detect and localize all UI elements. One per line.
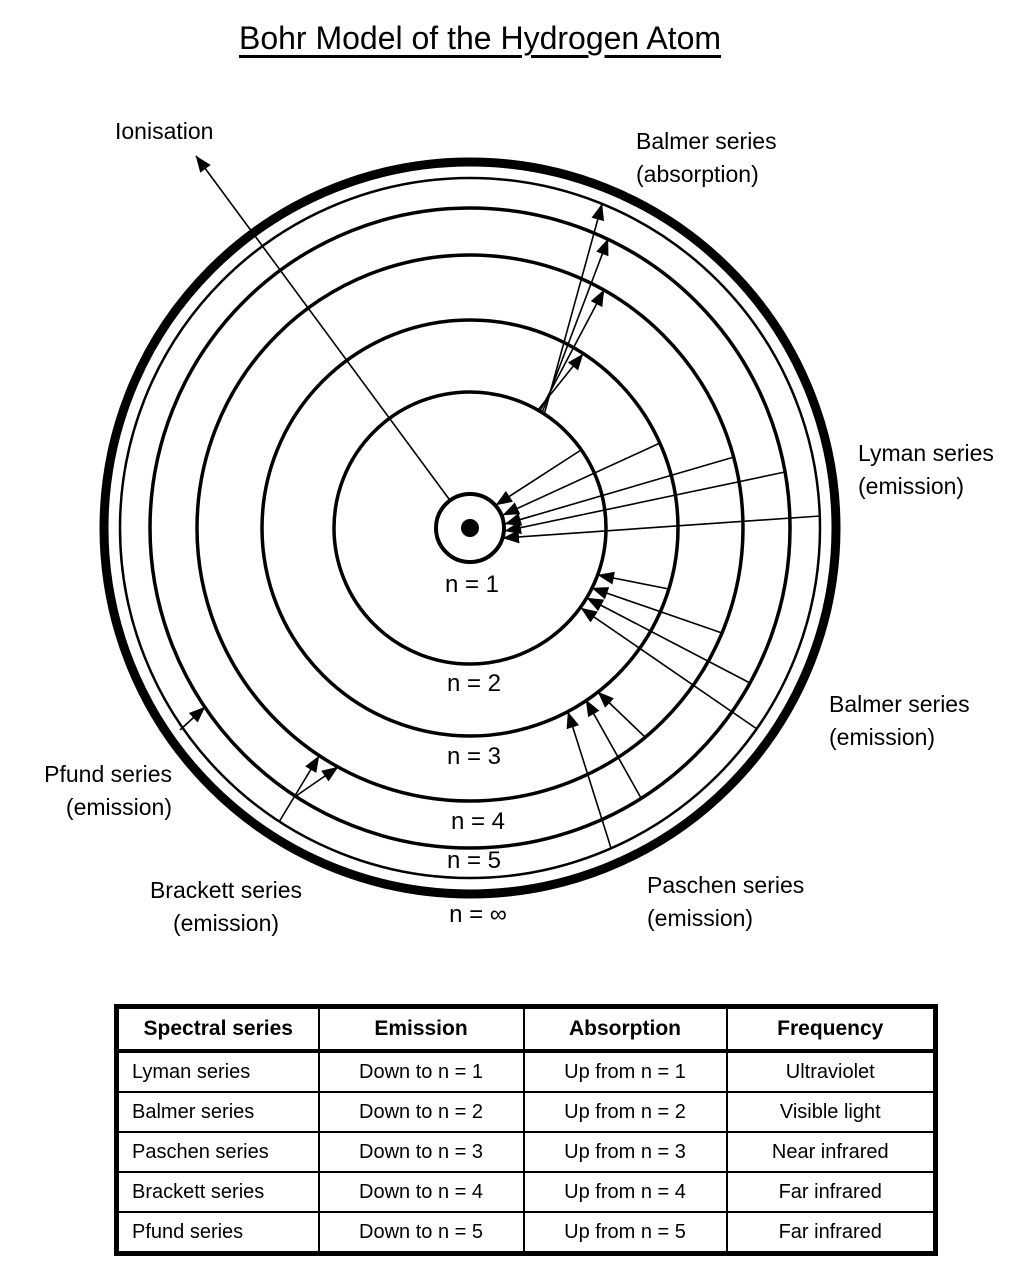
orbit-label-n4: n = 4 [450, 808, 506, 835]
cell-series: Balmer series [117, 1092, 319, 1132]
paschen-emission-label [647, 869, 804, 935]
lyman-emission-label [858, 437, 994, 503]
cell-series: Pfund series [117, 1212, 319, 1254]
balmer-absorption-label-line1: Balmer series [636, 128, 777, 154]
brackett-emission-arrow [296, 767, 338, 796]
cell-absorption: Up from n = 3 [524, 1132, 727, 1172]
cell-emission: Down to n = 3 [319, 1132, 524, 1172]
page-title-text: Bohr Model of the Hydrogen Atom [238, 20, 722, 56]
paschen-emission-arrow [598, 692, 645, 737]
paschen-emission-label-line1: Paschen series [647, 872, 805, 898]
lyman-emission-arrow [503, 443, 660, 515]
header-frequency: Frequency [727, 1007, 936, 1052]
table-row [117, 1172, 936, 1212]
pfund-emission-arrow [180, 707, 205, 730]
table-row [117, 1092, 936, 1132]
table-row [117, 1212, 936, 1254]
balmer-emission-label-line2: (emission) [829, 724, 936, 750]
table-row [117, 1132, 936, 1172]
ionisation-label-text: Ionisation [115, 118, 214, 144]
cell-emission: Down to n = 5 [319, 1212, 524, 1254]
balmer-emission-arrow [581, 608, 757, 729]
cell-series: Lyman series [117, 1051, 319, 1092]
nucleus-dot [461, 519, 479, 537]
header-emission: Emission [319, 1007, 524, 1052]
balmer-absorption-label-line2: (absorption) [636, 161, 759, 187]
lyman-emission-arrow [503, 516, 820, 538]
lyman-emission-label-line2: (emission) [858, 473, 965, 499]
balmer-emission-arrow [598, 575, 669, 589]
pfund-emission-label-line1: Pfund series [44, 761, 172, 787]
lyman-emission-label-line1: Lyman series [858, 440, 994, 466]
cell-absorption: Up from n = 1 [524, 1051, 727, 1092]
lyman-emission-arrow [496, 450, 581, 505]
ionisation-label [115, 115, 213, 148]
pfund-emission-label-line2: (emission) [65, 794, 172, 820]
orbit-label-n-infinity: n = ∞ [449, 901, 507, 928]
header-spectral-series: Spectral series [117, 1007, 319, 1052]
cell-emission: Down to n = 1 [319, 1051, 524, 1092]
paschen-emission-label-line2: (emission) [647, 905, 754, 931]
table-header-row [117, 1007, 936, 1052]
cell-emission: Down to n = 2 [319, 1092, 524, 1132]
cell-frequency: Visible light [727, 1092, 936, 1132]
cell-series: Brackett series [117, 1172, 319, 1212]
balmer-emission-arrow [587, 598, 750, 683]
cell-absorption: Up from n = 4 [524, 1172, 727, 1212]
cell-frequency: Far infrared [727, 1172, 936, 1212]
balmer-emission-label-line1: Balmer series [829, 691, 970, 717]
orbit-label-n2: n = 2 [446, 670, 502, 697]
cell-absorption: Up from n = 2 [524, 1092, 727, 1132]
cell-frequency: Far infrared [727, 1212, 936, 1254]
balmer-emission-label [829, 688, 970, 754]
spectral-series-table [114, 1004, 938, 1256]
orbit-label-n3: n = 3 [446, 743, 502, 770]
brackett-emission-label-line2: (emission) [172, 910, 280, 936]
cell-frequency: Near infrared [727, 1132, 936, 1172]
cell-series: Paschen series [117, 1132, 319, 1172]
header-absorption: Absorption [524, 1007, 727, 1052]
table-row [117, 1051, 936, 1092]
brackett-emission-label-line1: Brackett series [149, 877, 303, 903]
brackett-emission-label [136, 874, 316, 940]
cell-frequency: Ultraviolet [727, 1051, 936, 1092]
cell-absorption: Up from n = 5 [524, 1212, 727, 1254]
orbit-label-n5: n = 5 [446, 847, 502, 874]
cell-emission: Down to n = 4 [319, 1172, 524, 1212]
balmer-absorption-label [636, 125, 777, 191]
pfund-emission-label [20, 758, 172, 824]
orbit-label-n1: n = 1 [444, 571, 500, 598]
